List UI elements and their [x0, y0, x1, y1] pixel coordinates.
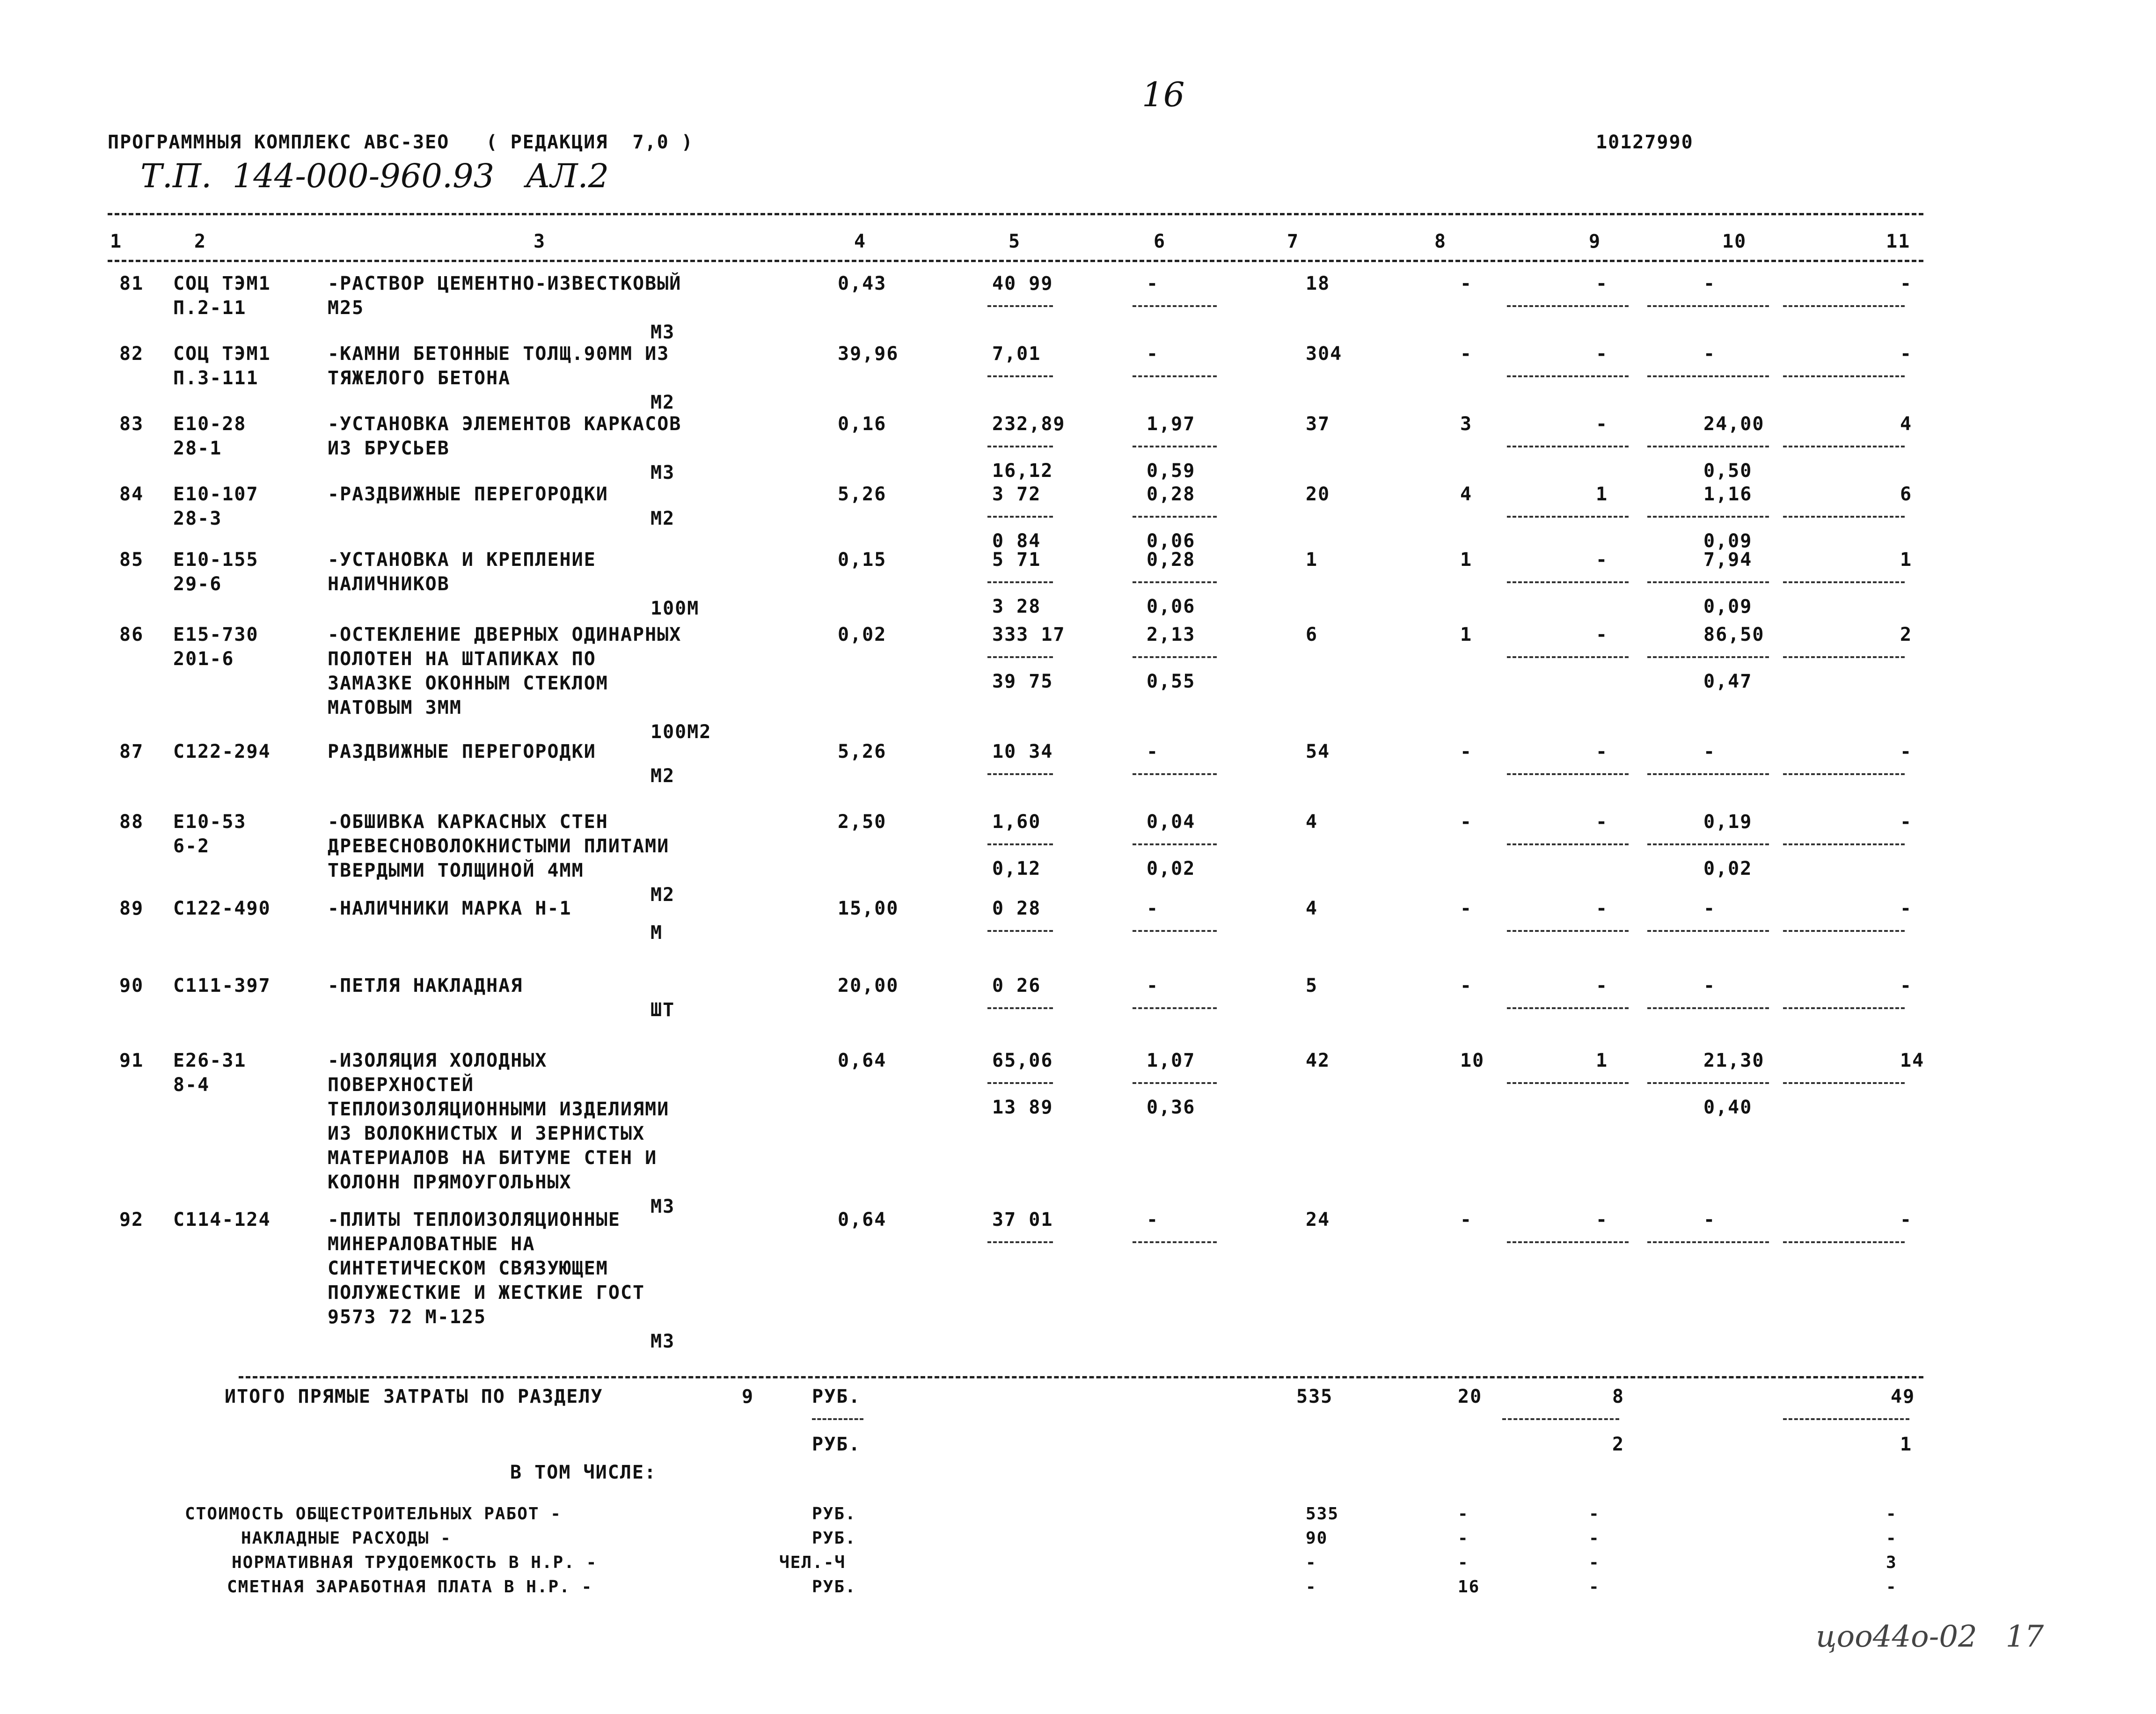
row-inner-rule	[1783, 305, 1905, 307]
row-col5-cost: 37 01	[992, 1209, 1053, 1231]
row-col5-cost: 0 28	[992, 898, 1041, 919]
row-col9: -	[1596, 273, 1608, 294]
row-col5-cost: 232,89	[992, 413, 1066, 435]
row-col6-machine: 2,13	[1147, 624, 1196, 645]
row-code: Е10-107 28-3	[173, 483, 259, 529]
row-col8: 3	[1460, 413, 1473, 435]
row-col7-total: 1	[1306, 549, 1318, 571]
row-col7-total: 20	[1306, 483, 1330, 505]
row-col11: 4	[1900, 413, 1913, 435]
row-inner-rule	[1783, 930, 1905, 932]
row-unit: М2	[650, 392, 675, 413]
summary-col8: -	[1458, 1504, 1469, 1524]
row-number: 88	[119, 811, 144, 833]
summary-col11: 3	[1886, 1553, 1897, 1572]
row-description: -РАЗДВИЖНЫЕ ПЕРЕГОРОДКИ	[328, 483, 608, 505]
row-col11: -	[1900, 343, 1913, 365]
summary-col11: -	[1886, 1504, 1897, 1524]
row-inner-rule	[987, 773, 1053, 775]
row-quantity: 5,26	[838, 741, 887, 762]
row-number: 91	[119, 1050, 144, 1071]
column-number: 8	[1434, 231, 1447, 252]
row-description: -РАСТВОР ЦЕМЕНТНО-ИЗВЕСТКОВЫЙ М25	[328, 273, 682, 319]
row-col9: 1	[1596, 1050, 1608, 1071]
row-col6-machine: 0,04	[1147, 811, 1196, 833]
row-col9: -	[1596, 413, 1608, 435]
row-col11: 1	[1900, 549, 1913, 571]
page-number: 16	[1142, 75, 1185, 114]
row-col5-wage: 0,12	[992, 858, 1041, 879]
row-col6-machine: -	[1147, 273, 1159, 294]
row-col9: -	[1596, 975, 1608, 996]
row-col8: 1	[1460, 624, 1473, 645]
column-number: 5	[1009, 231, 1021, 252]
row-col6-machine: -	[1147, 741, 1159, 762]
row-description: -ПЛИТЫ ТЕПЛОИЗОЛЯЦИОННЫЕ МИНЕРАЛОВАТНЫЕ НА СИНТЕТИЧЕСКОМ СВЯЗУЮЩЕМ ПОЛУЖЕСТКИЕ И ЖЕСТКИЕ ГОСТ 9573 72 М-125	[328, 1209, 645, 1328]
row-quantity: 0,02	[838, 624, 887, 645]
totals-unit-rule	[812, 1418, 863, 1420]
row-col11: -	[1900, 975, 1913, 996]
summary-col9: -	[1589, 1529, 1600, 1548]
row-description: -ОСТЕКЛЕНИЕ ДВЕРНЫХ ОДИНАРНЫХ ПОЛОТЕН НА ШТАПИКАХ ПО ЗАМАЗКЕ ОКОННЫМ СТЕКЛОМ МАТОВЫМ 3ММ	[328, 624, 682, 718]
row-col6-machine: -	[1147, 975, 1159, 996]
row-col6-wage: 0,59	[1147, 460, 1196, 482]
totals-top-rule	[239, 1376, 1923, 1378]
row-unit: М3	[650, 462, 675, 483]
summary-col8: -	[1458, 1553, 1469, 1572]
row-unit: М3	[650, 322, 675, 343]
row-code: Е15-730 201-6	[173, 624, 259, 670]
summary-label: НОРМАТИВНАЯ ТРУДОЕМКОСТЬ В Н.Р. -	[232, 1553, 598, 1572]
row-unit: М2	[650, 884, 675, 906]
row-inner-rule	[1133, 930, 1217, 932]
summary-col7: 535	[1306, 1504, 1339, 1524]
totals-col9-second: 2	[1612, 1434, 1625, 1455]
row-unit: 100М2	[650, 721, 712, 743]
row-col6-wage: 0,02	[1147, 858, 1196, 879]
footer-handwritten-note: цоо44о-02 17	[1816, 1619, 2044, 1654]
row-quantity: 0,43	[838, 273, 887, 294]
row-col8: -	[1460, 343, 1473, 365]
row-col10-labor-2: 0,09	[1703, 530, 1753, 552]
row-inner-rule	[1507, 656, 1629, 658]
row-quantity: 0,15	[838, 549, 887, 571]
row-inner-rule	[1133, 446, 1217, 447]
row-inner-rule	[1133, 1007, 1217, 1009]
row-col7-total: 24	[1306, 1209, 1330, 1231]
row-inner-rule	[1133, 1082, 1217, 1084]
column-number: 4	[854, 231, 867, 252]
row-description: -ИЗОЛЯЦИЯ ХОЛОДНЫХ ПОВЕРХНОСТЕЙ ТЕПЛОИЗОЛЯЦИОННЫМИ ИЗДЕЛИЯМИ ИЗ ВОЛОКНИСТЫХ И ЗЕРНИСТЫХ МАТЕРИАЛОВ НА БИТУМЕ СТЕН И КОЛОНН ПРЯМОУГОЛЬНЫХ	[328, 1050, 670, 1193]
row-col10-labor: 0,19	[1703, 811, 1753, 833]
row-inner-rule	[987, 656, 1053, 658]
row-col10-labor: 7,94	[1703, 549, 1753, 571]
row-inner-rule	[1783, 656, 1905, 658]
row-col10-labor-2: 0,40	[1703, 1097, 1753, 1118]
row-col11: -	[1900, 898, 1913, 919]
row-col7-total: 304	[1306, 343, 1343, 365]
row-code: Е10-28 28-1	[173, 413, 247, 459]
row-col6-machine: -	[1147, 1209, 1159, 1231]
column-number: 2	[194, 231, 207, 252]
totals-col8: 20	[1458, 1386, 1483, 1407]
row-col11: -	[1900, 741, 1913, 762]
totals-label: ИТОГО ПРЯМЫЕ ЗАТРАТЫ ПО РАЗДЕЛУ	[225, 1386, 603, 1407]
row-col8: -	[1460, 741, 1473, 762]
row-col11: -	[1900, 1209, 1913, 1231]
row-number: 86	[119, 624, 144, 645]
row-inner-rule	[987, 1082, 1053, 1084]
program-header: ПРОГРАММНЫЯ КОМПЛЕКС АВС-ЗЕО ( РЕДАКЦИЯ 7,0 )	[108, 132, 694, 153]
row-col5-cost: 65,06	[992, 1050, 1053, 1071]
summary-label: СМЕТНАЯ ЗАРАБОТНАЯ ПЛАТА В Н.Р. -	[227, 1577, 593, 1597]
row-unit: 100М	[650, 598, 700, 619]
row-inner-rule	[987, 305, 1053, 307]
column-number: 3	[534, 231, 546, 252]
row-inner-rule	[1507, 773, 1629, 775]
row-inner-rule	[1507, 375, 1629, 377]
column-number: 1	[110, 231, 123, 252]
row-code: С111-397	[173, 975, 271, 996]
row-col5-cost: 333 17	[992, 624, 1066, 645]
row-quantity: 0,64	[838, 1050, 887, 1071]
row-col7-total: 4	[1306, 898, 1318, 919]
row-col7-total: 5	[1306, 975, 1318, 996]
document-number: 10127990	[1596, 132, 1694, 153]
row-col10-labor: -	[1703, 1209, 1716, 1231]
summary-col9: -	[1589, 1504, 1600, 1524]
row-code: Е26-31 8-4	[173, 1050, 247, 1096]
row-col6-wage: 0,06	[1147, 596, 1196, 617]
row-inner-rule	[1647, 1082, 1769, 1084]
row-inner-rule	[1507, 516, 1629, 518]
summary-col11: -	[1886, 1577, 1897, 1597]
summary-unit: РУБ.	[812, 1504, 856, 1524]
row-unit: М	[650, 922, 663, 944]
row-col10-labor: 21,30	[1703, 1050, 1765, 1071]
row-inner-rule	[987, 516, 1053, 518]
row-code: СОЦ ТЭМ1 П.2-11	[173, 273, 271, 319]
totals-col11-second: 1	[1900, 1434, 1913, 1455]
row-quantity: 0,64	[838, 1209, 887, 1231]
row-col8: 4	[1460, 483, 1473, 505]
row-inner-rule	[1507, 1007, 1629, 1009]
row-col10-labor-2: 0,47	[1703, 671, 1753, 692]
row-unit: М3	[650, 1331, 675, 1352]
row-quantity: 0,16	[838, 413, 887, 435]
row-col11: -	[1900, 811, 1913, 833]
row-col6-machine: 1,97	[1147, 413, 1196, 435]
row-description: -ОБШИВКА КАРКАСНЫХ СТЕН ДРЕВЕСНОВОЛОКНИСТЫМИ ПЛИТАМИ ТВЕРДЫМИ ТОЛЩИНОЙ 4ММ	[328, 811, 670, 881]
row-inner-rule	[1647, 375, 1769, 377]
row-description: -ПЕТЛЯ НАКЛАДНАЯ	[328, 975, 523, 996]
row-inner-rule	[987, 581, 1053, 583]
row-col8: -	[1460, 975, 1473, 996]
row-col10-labor: -	[1703, 273, 1716, 294]
row-code: Е10-53 6-2	[173, 811, 247, 857]
row-inner-rule	[1647, 446, 1769, 447]
summary-col7: -	[1306, 1553, 1317, 1572]
row-col7-total: 37	[1306, 413, 1330, 435]
row-unit: М3	[650, 1196, 675, 1217]
row-code: С114-124	[173, 1209, 271, 1231]
row-inner-rule	[1133, 581, 1217, 583]
column-number: 7	[1287, 231, 1300, 252]
column-number: 11	[1886, 231, 1911, 252]
row-col5-wage: 16,12	[992, 460, 1053, 482]
row-col7-total: 42	[1306, 1050, 1330, 1071]
row-col10-labor-2: 0,50	[1703, 460, 1753, 482]
totals-mid-rule-1	[1502, 1418, 1619, 1420]
row-col6-wage: 0,06	[1147, 530, 1196, 552]
column-number: 10	[1722, 231, 1747, 252]
row-col10-labor: -	[1703, 343, 1716, 365]
row-inner-rule	[1507, 1082, 1629, 1084]
row-col9: -	[1596, 741, 1608, 762]
column-number: 6	[1154, 231, 1166, 252]
row-col6-machine: -	[1147, 343, 1159, 365]
row-number: 84	[119, 483, 144, 505]
row-col9: -	[1596, 1209, 1608, 1231]
row-col10-labor-2: 0,09	[1703, 596, 1753, 617]
row-number: 87	[119, 741, 144, 762]
handwritten-reference: Т.П. 144-000-960.93 АЛ.2	[140, 157, 609, 195]
row-inner-rule	[1507, 305, 1629, 307]
summary-col9: -	[1589, 1577, 1600, 1597]
row-col10-labor: 86,50	[1703, 624, 1765, 645]
row-quantity: 39,96	[838, 343, 899, 365]
row-col11: 2	[1900, 624, 1913, 645]
summary-col8: -	[1458, 1529, 1469, 1548]
summary-unit: ЧЕЛ.-Ч	[779, 1553, 846, 1572]
row-inner-rule	[1647, 773, 1769, 775]
row-col7-total: 4	[1306, 811, 1318, 833]
row-description: -УСТАНОВКА ЭЛЕМЕНТОВ КАРКАСОВ ИЗ БРУСЬЕВ	[328, 413, 682, 459]
row-col9: 1	[1596, 483, 1608, 505]
summary-col7: -	[1306, 1577, 1317, 1597]
row-col6-wage: 0,36	[1147, 1097, 1196, 1118]
summary-col11: -	[1886, 1529, 1897, 1548]
row-number: 89	[119, 898, 144, 919]
row-unit: М2	[650, 765, 675, 787]
row-col5-cost: 1,60	[992, 811, 1041, 833]
row-col9: -	[1596, 811, 1608, 833]
row-description: -КАМНИ БЕТОННЫЕ ТОЛЩ.90ММ ИЗ ТЯЖЕЛОГО БЕТОНА	[328, 343, 670, 389]
row-col9: -	[1596, 624, 1608, 645]
row-inner-rule	[1783, 843, 1905, 845]
row-number: 83	[119, 413, 144, 435]
row-inner-rule	[1647, 656, 1769, 658]
including-label: В ТОМ ЧИСЛЕ:	[510, 1462, 657, 1483]
totals-unit-2: РУБ.	[812, 1434, 861, 1455]
row-inner-rule	[1133, 773, 1217, 775]
row-col5-cost: 0 26	[992, 975, 1041, 996]
row-inner-rule	[1783, 375, 1905, 377]
row-col11: 14	[1900, 1050, 1925, 1071]
row-col7-total: 18	[1306, 273, 1330, 294]
row-col5-wage: 13 89	[992, 1097, 1053, 1118]
summary-unit: РУБ.	[812, 1529, 856, 1548]
row-number: 82	[119, 343, 144, 365]
row-inner-rule	[1647, 1007, 1769, 1009]
row-code: Е10-155 29-6	[173, 549, 259, 595]
summary-label: СТОИМОСТЬ ОБЩЕСТРОИТЕЛЬНЫХ РАБОТ -	[185, 1504, 562, 1524]
row-inner-rule	[1783, 516, 1905, 518]
row-description: -УСТАНОВКА И КРЕПЛЕНИЕ НАЛИЧНИКОВ	[328, 549, 596, 595]
row-inner-rule	[1133, 305, 1217, 307]
totals-col11: 49	[1891, 1386, 1915, 1407]
row-col5-wage: 3 28	[992, 596, 1041, 617]
row-col5-cost: 7,01	[992, 343, 1041, 365]
row-code: С122-294	[173, 741, 271, 762]
row-col11: 6	[1900, 483, 1913, 505]
row-col10-labor: -	[1703, 975, 1716, 996]
row-col11: -	[1900, 273, 1913, 294]
row-col10-labor-2: 0,02	[1703, 858, 1753, 879]
header-bottom-rule	[108, 260, 1923, 262]
row-description: -НАЛИЧНИКИ МАРКА Н-1	[328, 898, 572, 919]
row-inner-rule	[1783, 1007, 1905, 1009]
row-col5-cost: 3 72	[992, 483, 1041, 505]
row-inner-rule	[1133, 375, 1217, 377]
row-inner-rule	[1647, 581, 1769, 583]
summary-col8: 16	[1458, 1577, 1480, 1597]
row-col6-wage: 0,55	[1147, 671, 1196, 692]
row-inner-rule	[987, 930, 1053, 932]
row-inner-rule	[1133, 656, 1217, 658]
row-number: 90	[119, 975, 144, 996]
row-description: РАЗДВИЖНЫЕ ПЕРЕГОРОДКИ	[328, 741, 596, 762]
row-inner-rule	[1507, 930, 1629, 932]
row-inner-rule	[1507, 1241, 1629, 1243]
row-quantity: 15,00	[838, 898, 899, 919]
row-inner-rule	[1647, 1241, 1769, 1243]
row-inner-rule	[987, 1007, 1053, 1009]
row-col6-machine: 0,28	[1147, 549, 1196, 571]
summary-col9: -	[1589, 1553, 1600, 1572]
row-inner-rule	[987, 375, 1053, 377]
row-inner-rule	[1507, 843, 1629, 845]
row-unit: М2	[650, 508, 675, 529]
totals-mid-rule-2	[1783, 1418, 1909, 1420]
row-inner-rule	[1507, 446, 1629, 447]
row-col8: -	[1460, 273, 1473, 294]
row-col8: -	[1460, 811, 1473, 833]
row-inner-rule	[1133, 516, 1217, 518]
row-col10-labor: 24,00	[1703, 413, 1765, 435]
header-top-rule	[108, 213, 1923, 215]
row-inner-rule	[1647, 305, 1769, 307]
row-inner-rule	[987, 1241, 1053, 1243]
row-col9: -	[1596, 898, 1608, 919]
row-col8: -	[1460, 898, 1473, 919]
totals-col7: 535	[1296, 1386, 1333, 1407]
row-code: С122-490	[173, 898, 271, 919]
row-col5-cost: 5 71	[992, 549, 1041, 571]
row-inner-rule	[1783, 773, 1905, 775]
row-col10-labor: -	[1703, 898, 1716, 919]
row-unit: ШТ	[650, 999, 675, 1021]
row-code: СОЦ ТЭМ1 П.3-111	[173, 343, 271, 389]
totals-unit-1: РУБ.	[812, 1386, 861, 1407]
row-number: 81	[119, 273, 144, 294]
row-col8: 1	[1460, 549, 1473, 571]
row-col10-labor: 1,16	[1703, 483, 1753, 505]
row-col8: -	[1460, 1209, 1473, 1231]
row-col10-labor: -	[1703, 741, 1716, 762]
row-number: 92	[119, 1209, 144, 1231]
row-inner-rule	[1783, 446, 1905, 447]
row-inner-rule	[987, 446, 1053, 447]
row-quantity: 20,00	[838, 975, 899, 996]
totals-section: 9	[742, 1386, 754, 1407]
row-col9: -	[1596, 343, 1608, 365]
row-col7-total: 6	[1306, 624, 1318, 645]
row-inner-rule	[1507, 581, 1629, 583]
row-inner-rule	[1133, 1241, 1217, 1243]
row-inner-rule	[1783, 1241, 1905, 1243]
row-inner-rule	[1647, 930, 1769, 932]
row-col5-cost: 40 99	[992, 273, 1053, 294]
column-number: 9	[1589, 231, 1601, 252]
row-col7-total: 54	[1306, 741, 1330, 762]
summary-label: НАКЛАДНЫЕ РАСХОДЫ -	[241, 1529, 452, 1548]
row-inner-rule	[1647, 843, 1769, 845]
row-col5-wage: 39 75	[992, 671, 1053, 692]
row-quantity: 5,26	[838, 483, 887, 505]
row-col8: 10	[1460, 1050, 1485, 1071]
row-inner-rule	[1647, 516, 1769, 518]
summary-col7: 90	[1306, 1529, 1328, 1548]
row-number: 85	[119, 549, 144, 571]
row-col6-machine: 1,07	[1147, 1050, 1196, 1071]
row-col9: -	[1596, 549, 1608, 571]
row-col5-wage: 0 84	[992, 530, 1041, 552]
row-col5-cost: 10 34	[992, 741, 1053, 762]
row-inner-rule	[1783, 581, 1905, 583]
row-inner-rule	[1783, 1082, 1905, 1084]
row-col6-machine: 0,28	[1147, 483, 1196, 505]
totals-col9: 8	[1612, 1386, 1625, 1407]
row-inner-rule	[1133, 843, 1217, 845]
row-quantity: 2,50	[838, 811, 887, 833]
summary-unit: РУБ.	[812, 1577, 856, 1597]
row-inner-rule	[987, 843, 1053, 845]
row-col6-machine: -	[1147, 898, 1159, 919]
